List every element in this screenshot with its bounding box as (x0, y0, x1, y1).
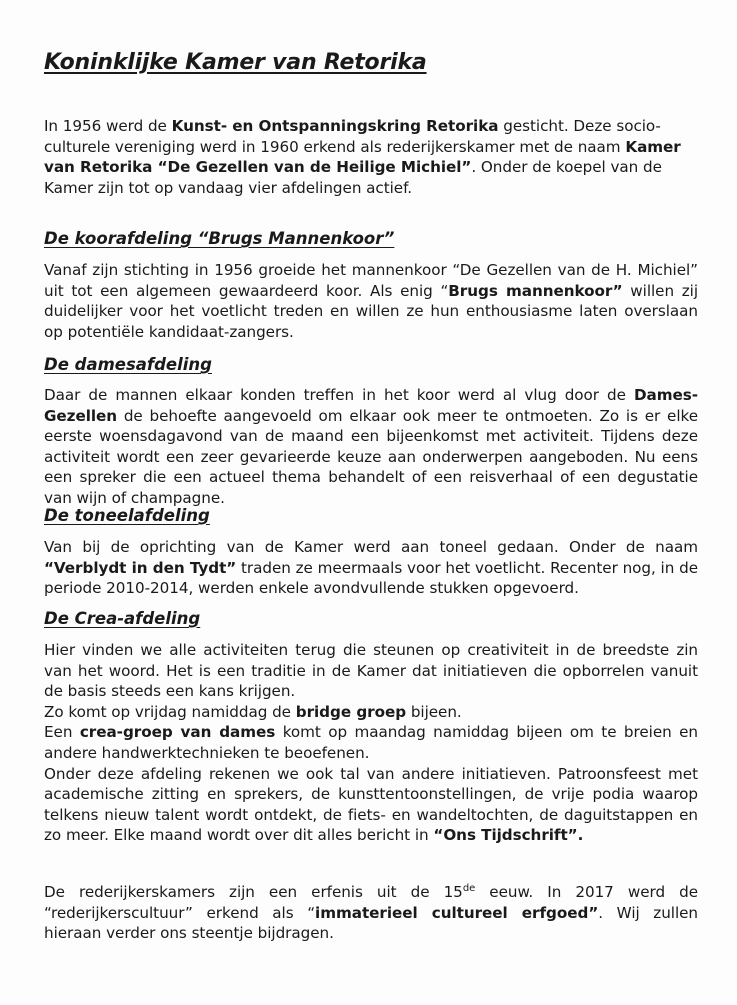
dames-bold-1: Dames-Gezellen (44, 386, 698, 425)
crea-section (44, 640, 698, 846)
dames-text-1: Daar de mannen elkaar konden treffen in het koor werd al vlug door de (44, 386, 634, 404)
crea-p3-text-1: Een (44, 723, 80, 742)
koor-paragraph (44, 260, 698, 342)
koor-heading: De koorafdeling “Brugs Mannenkoor” (44, 229, 395, 248)
outro-text-3: . Wij zullen hieraan verder ons steentje bijdragen. (44, 903, 698, 943)
toneel-text-2: traden ze meermaals voor het voetlicht. Recenter nog, in de periode 2010-2014, werden enkele avondvullende stukken opgevoerd. (44, 558, 698, 598)
koor-bold-1: Brugs mannenkoor” (448, 281, 623, 300)
toneel-bold-1: “Verblydt in den Tydt” (44, 558, 237, 577)
crea-p3-bold: crea-groep van dames (79, 723, 276, 742)
intro-text-1: In 1956 werd de (44, 117, 172, 135)
crea-p2-bold: bridge groep (295, 702, 407, 721)
outro-bold-1: immaterieel cultureel erfgoed” (315, 903, 599, 922)
intro-text-2: gesticht. Deze socio-culturele vereniging werd in 1960 erkend als rederijkerskamer met de naam (44, 117, 661, 156)
crea-paragraph-1: Hier vinden we alle activiteiten terug die steunen op creativiteit in de breedste zin van het woord. Het is een traditie in de Kamer dat initiatieven die opborrelen vanuit de basis steeds een kans krijgen. (44, 641, 698, 701)
koor-text-2: willen zij duidelijker voor het voetlicht treden en willen ze hun enthousiasme laten overslaan op potentiële kandidaat-zangers. (44, 281, 698, 341)
dames-text-2: de behoefte aangevoeld om elkaar ook meer te ontmoeten. Zo is er elke eerste woensdagavond van de maand een bijeenkomst met activiteit. Tijdens deze activiteit wordt een zeer gevarieerde keuze aan onderwerpen aangeboden. Nu eens een spreker die een actueel thema behandelt of een reisverhaal of een degustatie van wijn of champagne. (44, 406, 698, 507)
crea-paragraph-3 (44, 722, 698, 763)
intro-text-3: . Onder de koepel van de Kamer zijn tot op vandaag vier afdelingen actief. (44, 158, 662, 197)
toneel-heading: De toneelafdeling (44, 506, 210, 525)
intro-bold-2: Kamer van Retorika “De Gezellen van de Heilige Michiel” (44, 137, 681, 177)
outro-superscript: de (462, 882, 476, 894)
toneel-paragraph (44, 537, 698, 599)
crea-p3-text-2: komt op maandag namiddag bijeen om te breien en andere handwerktechnieken te beoefenen. (44, 723, 698, 762)
crea-paragraph-2 (44, 702, 698, 723)
crea-paragraph-4 (44, 764, 698, 846)
crea-p4-text: Onder deze afdeling rekenen we ook tal van andere initiatieven. Patroonsfeest met academische zitting en sprekers, de kunsttentoonstellingen, de vrije podia waarop telkens nieuw talent wordt ontdekt, de fiets- en wandeltochten, de daguitstappen en zo meer. Elke maand wordt over dit alles bericht in (44, 764, 698, 845)
koor-text-1: Vanaf zijn stichting in 1956 groeide het mannenkoor “De Gezellen van de H. Michiel” uit tot een algemeen gewaardeerd koor. Als enig “ (44, 261, 698, 300)
intro-bold-1: Kunst- en Ontspanningskring Retorika (171, 117, 499, 135)
toneel-text-1: Van bij de oprichting van de Kamer werd aan toneel gedaan. Onder de naam (44, 538, 698, 556)
outro-text-2: eeuw. In 2017 werd de “rederijkerscultuur” erkend als “ (44, 883, 698, 922)
document-title: Koninklijke Kamer van Retorika (44, 50, 427, 75)
outro-text-1: De rederijkerskamers zijn een erfenis uit de 15 (44, 883, 463, 901)
intro-paragraph (44, 116, 698, 198)
crea-heading: De Crea-afdeling (44, 609, 201, 628)
outro-paragraph (44, 882, 698, 944)
dames-heading: De damesafdeling (44, 355, 212, 374)
crea-p2-text-1: Zo komt op vrijdag namiddag de (44, 702, 296, 721)
crea-p2-text-2: bijeen. (406, 702, 462, 721)
dames-paragraph (44, 385, 698, 509)
crea-p4-bold: “Ons Tijdschrift”. (433, 826, 584, 845)
